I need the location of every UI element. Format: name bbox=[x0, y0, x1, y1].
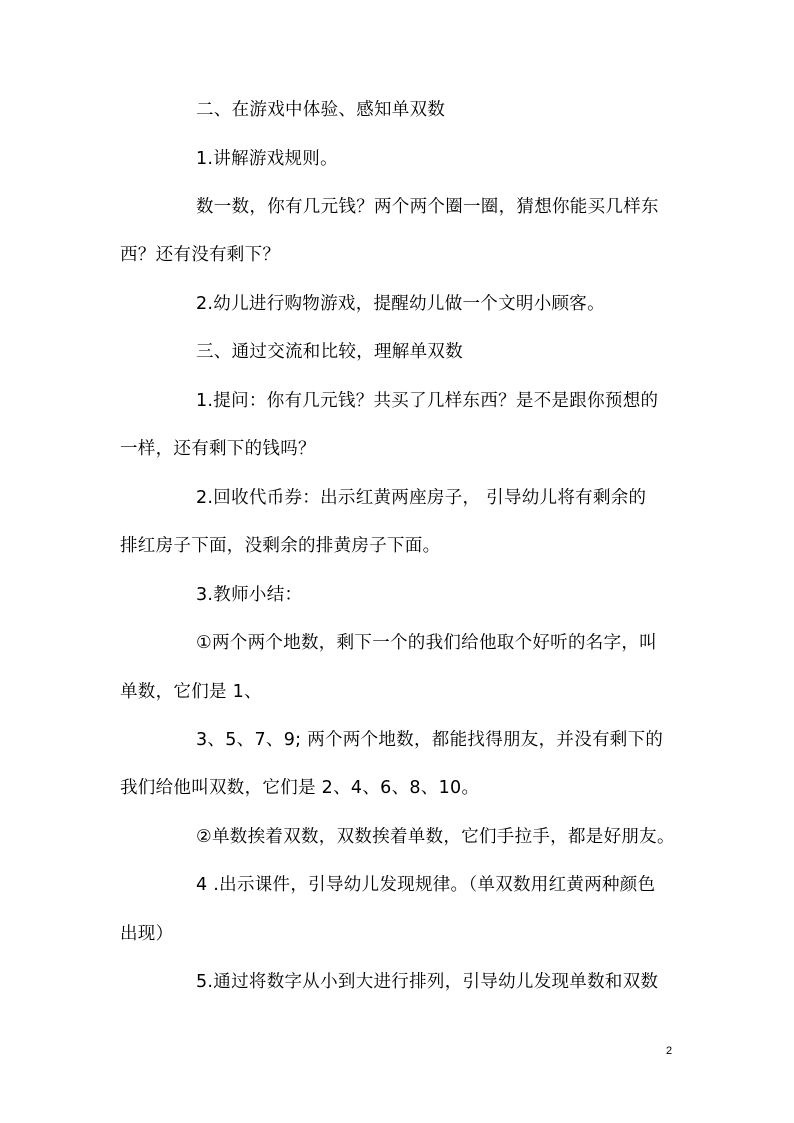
section-heading-2: 二、在游戏中体验、感知单双数 bbox=[196, 100, 446, 120]
paragraph-line: 我们给他叫双数，它们是 2、4、6、8、10。 bbox=[120, 778, 480, 798]
paragraph-line: 3.教师小结： bbox=[196, 585, 303, 605]
paragraph-line: 数一数，你有几元钱？两个两个圈一圈，猜想你能买几样东 bbox=[196, 197, 659, 217]
paragraph-line: 2.回收代币券：出示红黄两座房子， 引导幼儿将有剩余的 bbox=[196, 488, 647, 508]
paragraph-line: 3、5、7、9; 两个两个地数，都能找得朋友，并没有剩下的 bbox=[196, 730, 664, 750]
paragraph-line: 排红房子下面，没剩余的排黄房子下面。 bbox=[120, 536, 441, 556]
paragraph-line: ②单数挨着双数，双数挨着单数，它们手拉手，都是好朋友。 bbox=[196, 827, 675, 847]
paragraph-line: 出现） bbox=[120, 924, 174, 944]
paragraph-line: 2.幼儿进行购物游戏，提醒幼儿做一个文明小顾客。 bbox=[196, 294, 605, 314]
paragraph-line: 1.讲解游戏规则。 bbox=[196, 149, 338, 169]
paragraph-line: ①两个两个地数，剩下一个的我们给他取个好听的名字，叫 bbox=[196, 633, 657, 653]
paragraph-line: 1.提问：你有几元钱？共买了几样东西？是不是跟你预想的 bbox=[196, 391, 659, 411]
paragraph-line: 5.通过将数字从小到大进行排列，引导幼儿发现单数和双数 bbox=[196, 972, 659, 992]
paragraph-line: 一样，还有剩下的钱吗？ bbox=[120, 439, 316, 459]
paragraph-line: 西？还有没有剩下？ bbox=[120, 245, 281, 265]
page-number: 2 bbox=[666, 1045, 673, 1057]
paragraph-line: 单数，它们是 1、 bbox=[120, 682, 262, 702]
section-heading-3: 三、通过交流和比较，理解单双数 bbox=[196, 342, 463, 362]
paragraph-line: 4 .出示课件，引导幼儿发现规律。（单双数用红黄两种颜色 bbox=[196, 875, 656, 895]
